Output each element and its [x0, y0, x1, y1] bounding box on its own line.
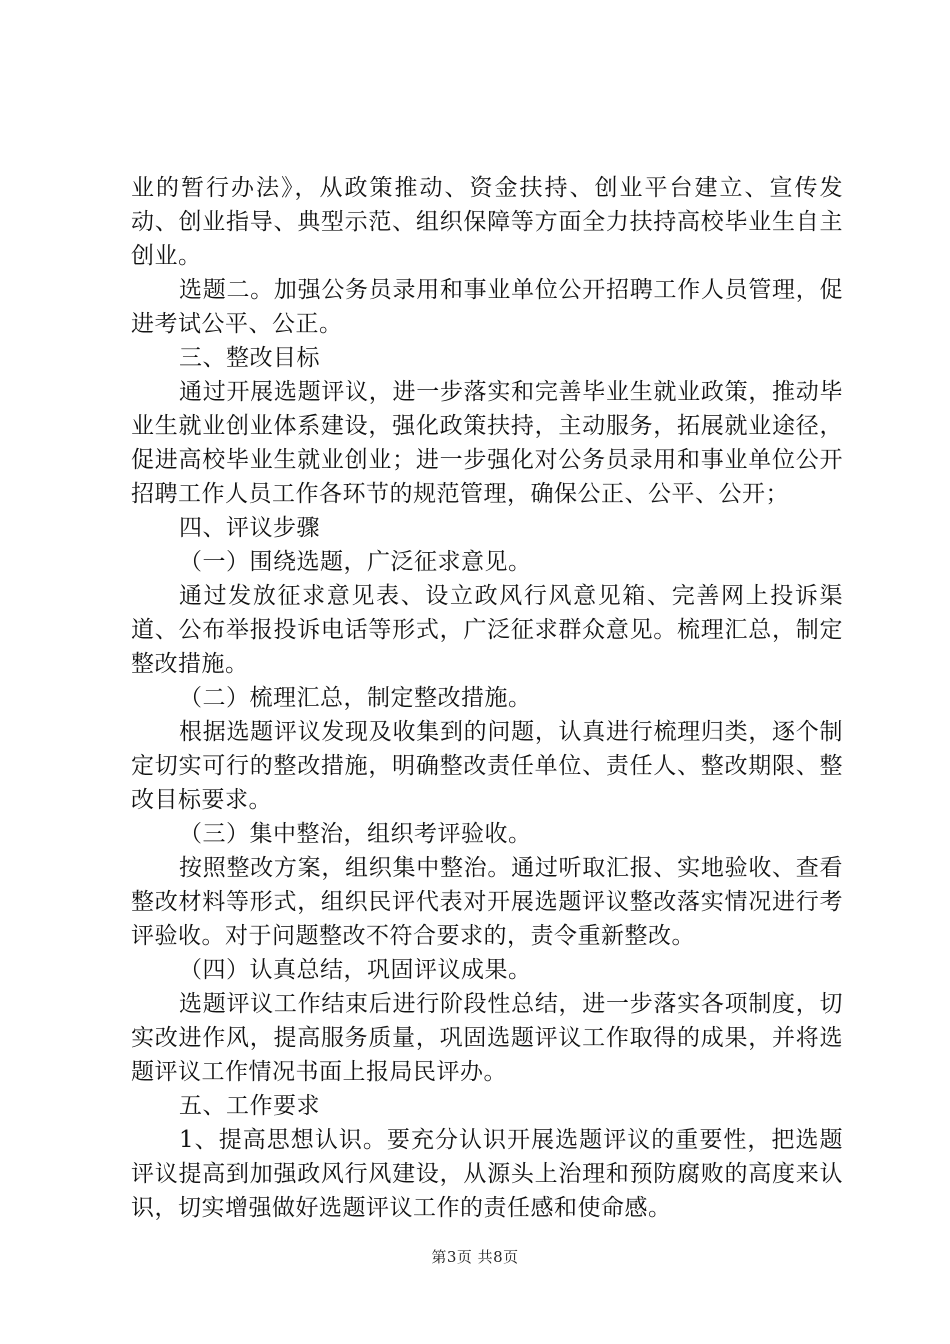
paragraph: 通过发放征求意见表、设立政风行风意见箱、完善网上投诉渠道、公布举报投诉电话等形式，广泛征求群众意见。梳理汇总，制定整改措施。 [131, 583, 843, 677]
paragraph: 通过开展选题评议，进一步落实和完善毕业生就业政策，推动毕业生就业创业体系建设，强化政策扶持，主动服务，拓展就业途径，促进高校毕业生就业创业；进一步强化对公务员录用和事业单位公开招聘工作人员工作各环节的规范管理，确保公正、公平、公开； [131, 379, 843, 507]
paragraph: 1、提高思想认识。要充分认识开展选题评议的重要性，把选题评议提高到加强政风行风建设，从源头上治理和预防腐败的高度来认识，切实增强做好选题评议工作的责任感和使命感。 [131, 1127, 843, 1221]
page-number-footer: 第3页 共8页 [431, 1248, 519, 1266]
subsection-heading: （三）集中整治，组织考评验收。 [179, 821, 532, 847]
section-heading: 五、工作要求 [179, 1093, 320, 1119]
paragraph: 选题二。加强公务员录用和事业单位公开招聘工作人员管理，促进考试公平、公正。 [131, 277, 843, 337]
subsection-heading: （一）围绕选题，广泛征求意见。 [179, 549, 532, 575]
paragraph: 根据选题评议发现及收集到的问题，认真进行梳理归类，逐个制定切实可行的整改措施，明确整改责任单位、责任人、整改期限、整改目标要求。 [131, 719, 843, 813]
paragraph: 业的暂行办法》，从政策推动、资金扶持、创业平台建立、宣传发动、创业指导、典型示范、组织保障等方面全力扶持高校毕业生自主创业。 [131, 175, 843, 269]
paragraph: 按照整改方案，组织集中整治。通过听取汇报、实地验收、查看整改材料等形式，组织民评代表对开展选题评议整改落实情况进行考评验收。对于问题整改不符合要求的，责令重新整改。 [131, 855, 843, 949]
subsection-heading: （四）认真总结，巩固评议成果。 [179, 957, 532, 983]
paragraph: 选题评议工作结束后进行阶段性总结，进一步落实各项制度，切实改进作风，提高服务质量，巩固选题评议工作取得的成果，并将选题评议工作情况书面上报局民评办。 [131, 991, 843, 1085]
document-body [131, 171, 843, 1225]
subsection-heading: （二）梳理汇总，制定整改措施。 [179, 685, 532, 711]
section-heading: 三、整改目标 [179, 345, 320, 371]
section-heading: 四、评议步骤 [179, 515, 320, 541]
